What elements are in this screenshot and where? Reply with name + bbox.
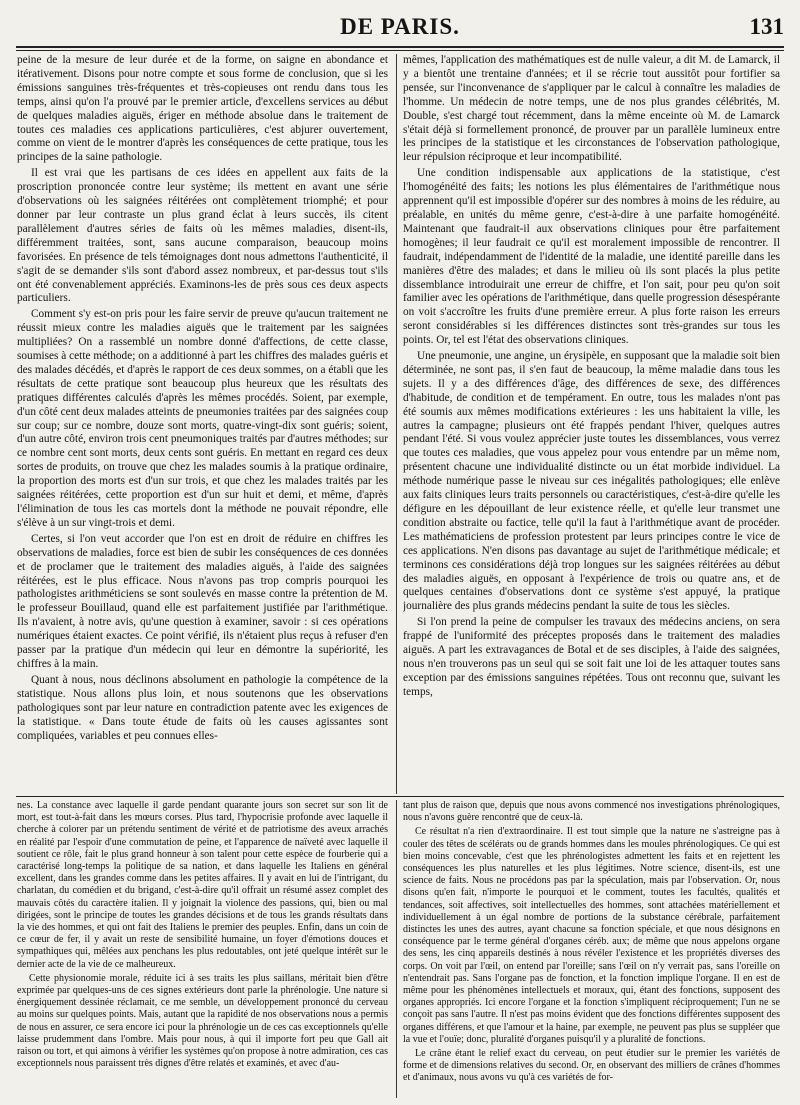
paragraph: Certes, si l'on veut accorder que l'on est en droit de réduire en chiffres les observations de maladies, force est bien de subir les conséquences de ces données et de proclamer que le traitement des maladies aiguës, à l'aide des saignées réitérées, est le plus efficace. Nous n'avons pas trop compris pourquoi les pathologistes arithméticiens se sont soulevés en masse contre la prétention de M. le professeur Bouillaud, quand elle est parfaitement justifiée par l'arithmétique. Ils n'avaient, à notre avis, qu'une question à examiner, savoir : si ces opérations numériques étaient exactes. Ce point vérifié, ils n'étaient plus reçus à refuser d'en passer par la pratique d'un médecin qui leur en démontre la supériorité, les chiffres à la main. (17, 532, 388, 670)
page-number: 131 (749, 14, 784, 39)
paragraph: nes. La constance avec laquelle il garde pendant quarante jours son secret sur son lit de mort, est tout-à-fait dans les mœurs corses. Plus tard, l'hypocrisie profonde avec laquelle il cherche à colorer par un prétendu sentiment de vérité et de patriotisme des aveux arrachés en réalité par l'espoir d'une commutation de peine, et l'apparence de naïveté avec laquelle il soutient ce rôle, fait le plus grand honneur à son talent pour cette espèce de fourberie qui a caractérisé long-temps la politique de sa nation, et dans laquelle les Italiens en général excellent, dans les grandes comme dans les petites affaires. Il y avait en lui de l'intrigant, du charlatan, du comédien et du brigand, c'est-à-dire qu'il offrait un résumé assez complet des mauvais côtés du caractère italien. Il y joignait la violence des passions, qui, bien ou mal dirigées, sont le principe de toutes les grandes décisions et de tous les grands résultats dans la vie des hommes, et qui ont fait des Italiens le premier des peuples. Enfin, dans un coin de ce cœur de fer, il y avait un reste de sensibilité humaine, un foyer d'émotions douces et sympathiques qui, mêlées aux penchans les plus redoutables, ont jeté quelque intérêt sur le dernier acte de la vie de ce malheureux. (17, 800, 388, 970)
paragraph: Quant à nous, nous déclinons absolument en pathologie la compétence de la statistique. Nous allons plus loin, et nous soutenons que les observations pathologiques sont par leur nature en contradiction patente avec les exigences de la statistique. « Dans toute étude de faits où les causes agissantes sont compliquées, variables et peu connues elles- (17, 673, 388, 742)
paragraph: peine de la mesure de leur durée et de la forme, on saigne en abondance et itérativement. Disons pour notre compte et sous forme de conclusion, que si les émissions sanguines très-fréquentes et très-copieuses ont rendu dans tous les temps, ainsi qu'on l'a prouvé par le premier article, d'excellens services au début de quelques maladies aiguës, ériger en méthode absolue dans le traitement de toutes ces maladies ces applications particulières, c'est abjurer ouvertement, comme on vient de le montrer d'après les conséquences de cette pratique, tous les principes de la saine pathologie. (17, 54, 388, 164)
feuilleton-column-right (403, 800, 780, 1100)
paragraph: Cette physionomie morale, réduite ici à ses traits les plus saillans, méritait bien d'être exprimée par quelques-uns de ces signes extérieurs dont parle la phrénologie. Une nature si énergiquement dessinée réclamait, ce me semble, un développement prononcé du cerveau au moins sur quelques points. Mais, autant que la rapidité de nos observations nous a permis de nous en assurer, ce sera encore ici pour la phrénologie un de ces cas exceptionnels qu'elle laisse prudemment dans l'ombre. Mais pour nous, à qui il importe fort peu que Gall ait raison ou tort, et qui aimons à vérifier les systèmes qu'on propose à notre admiration, ces cas exceptionnels nous paraissent très dignes d'être relatés et examinés, et avec d'au- (17, 972, 388, 1070)
article-column-left (17, 54, 388, 793)
paragraph: Il est vrai que les partisans de ces idées en appellent aux faits de la proscription prononcée contre leur système; ils mettent en avant une série d'observations où les saignées réitérées ont complètement triomphé; et pour donner par leur contraste un plus grand éclat à leurs succès, ils citent parallèlement d'autres séries de faits où les mêmes maladies, disent-ils, différemment traitées, sont, sans aucune comparaison, beaucoup moins favorisées. En présence de tels témoignages dont nous admettons l'authenticité, il s'agit de se demander s'ils sont d'abord assez nombreux, et par-dessus tout s'ils ont été convenablement appréciés. Examinons-les de près sous ces deux aspects particuliers. (17, 167, 388, 305)
column-divider (396, 54, 397, 794)
paragraph: mêmes, l'application des mathématiques est de nulle valeur, a dit M. de Lamarck, il y a bientôt une trentaine d'années; et il se récrie tout aussitôt pour fortifier sa pensée, sur l'inconvenance de s'appliquer par le calcul à connaître les maladies de l'homme. Un médecin de notre temps, une de nos plus grandes célébrités, M. Double, s'est chargé tout récemment, dans la même enceinte où M. de Lamarck s'était déjà si formellement prononcé, de prouver par un parallèle lumineux entre les principes de la statistique et les circonstances de l'observation pathologique, leur répulsion réciproque et leur incompatibilité. (403, 54, 780, 164)
paragraph: Une pneumonie, une angine, un érysipèle, en supposant que la maladie soit bien déterminée, ne sont pas, il s'en faut de beaucoup, la même maladie dans tous les sujets. Il y a des différences d'âge, des différences de sexe, des différences d'habitude, de condition et de tempérament. En outre, tous les malades n'ont pas été soumis aux mêmes modifications extérieures : les uns habitaient la ville, les autres la campagne; plusieurs ont été frappés pendant l'hiver, quelques autres pendant l'été. Si vous voulez apprécier juste toutes les dissemblances, vous verrez que toutes ces maladies, que vous appelez pour vous entendre par un même nom, présentent chacune une individualité distincte ou un état morbide individuel. La méthode numérique passe le niveau sur ces inégalités pathologiques; elle enlève aux faits cliniques leurs traits personnels ou caractéristiques, c'est-à-dire qu'elle les défigure en les dépouillant de leur existence réelle, et qu'elle leur transmet une condition abstraite ou factice, telle qu'il la faut à l'arithmétique avant de procéder. Les mathématiciens de profession protestent par leurs principes contre le vice de ces applications. N'en disons pas davantage au sujet de l'arithmétique médicale; et terminons ces considérations déjà trop longues sur les saignées réitérées au début des maladies aiguës, en opposant à l'expérience de trois ou quatre ans, et de quelques centaines d'observations dont ce système s'est appuyé, la pratique journalière des plus grands médecins pendant la suite de tous les siècles. (403, 350, 780, 613)
paragraph: Une condition indispensable aux applications de la statistique, c'est l'homogénéité des faits; les notions les plus élémentaires de l'arithmétique nous apprennent qu'il est impossible d'opérer sur des nombres à moins de les réduire, au préalable, en unités du même genre, c'est-à-dire à une parfaite homogénéité. Maintenant que faudrait-il aux observations cliniques pour être parfaitement homogènes; il leur faudrait ce qu'il est moralement impossible de rencontrer. Il faudrait, indépendamment de l'identité de la maladie, une identité pareille dans les manières d'être des malades; et dans le milieu où ils sont placés la plus petite dissemblance introduirait une erreur de chiffre, et l'on sait, pour peu qu'on soit familier avec les opérations de l'arithmétique, dans quelle progression désespérante on voit s'accroître les fruits d'une première erreur. A plus forte raison les erreurs seront considérables si les différences distinctes sont très-grandes sur tous les points. Or, tel est l'état des observations cliniques. (403, 167, 780, 347)
page-title: DE PARIS. (340, 14, 460, 39)
paragraph: Si l'on prend la peine de compulser les travaux des médecins anciens, on sera frappé de l'uniformité des préceptes proposés dans le traitement des maladies aiguës. A part les extravagances de Botal et de ses disciples, à l'aide des saignées, nous n'en trouverons pas un seul qui se soit fait une loi de les attaquer toutes sans exception par des émissions sanguines répétées. Tous ont reconnu que, suivant les temps, (403, 616, 780, 698)
paragraph: Le crâne étant le relief exact du cerveau, on peut étudier sur le premier les variétés de forme et de dimensions relatives du second. Or, en observant des milliers de crânes d'hommes et d'animaux, nous avons vu qu'à ces variétés de for- (403, 1048, 780, 1084)
paragraph: Ce résultat n'a rien d'extraordinaire. Il est tout simple que la nature ne s'astreigne pas à couler des têtes de scélérats ou de grands hommes dans les moules phrénologiques. Ce qui est bien moins concevable, c'est que les phrénologistes admettent les faits et en rejettent les conséquences les plus naturelles et les plus légitimes. Notre science, disent-ils, est une science de faits. Nous ne procédons pas par la spéculation, mais par l'observation. Or, nous disons qu'en fait, n'importe le pourquoi et le comment, toutes les facultés, qualités et tendances, soit affectives, soit intellectuelles des hommes, sont attachées matériellement et individuellement à un égal nombre de portions de la substance cérébrale, parfaitement distinctes les unes des autres, ayant chacune sa fonction spéciale, et que nous désignons en conséquence par le terme général d'organes céréb. aux; de même que nous appelons organe des sens, les cinq appareils destinés à nous révéler l'existence et les propriétés diverses des corps. On voit par l'œil, on entend par l'oreille; sans l'œil on n'y verrait pas, sans l'oreille on n'entendrait pas. Sans l'organe pas de fonction, et la fonction implique l'organe. Il en est de même pour les phénomènes intellectuels et moraux, qui, étant des fonctions, supposent des organes appropriés. Ici encore l'organe et la fonction s'impliquent réciproquement; l'un ne se conçoit pas sans l'autre. Il n'est pas moins évident que des fonctions différentes supposent des organes différens, et que l'amour et la haine, par exemple, ne peuvent pas plus se suppléer que la vue et l'ouïe; donc, pluralité d'organes puisqu'il y a pluralité de fonctions. (403, 826, 780, 1045)
paragraph: tant plus de raison que, depuis que nous avons commencé nos investigations phrénologiques, nous n'avons guère rencontré que de ceux-là. (403, 800, 780, 824)
article-column-right (403, 54, 780, 793)
feuilleton-rule (16, 796, 784, 797)
feuilleton-divider (396, 800, 397, 1098)
feuilleton-column-left (17, 800, 388, 1100)
header-rule-thin (16, 50, 784, 51)
paragraph: Comment s'y est-on pris pour les faire servir de preuve qu'aucun traitement ne réussit mieux contre les maladies aiguës que le traitement par les saignées multipliées? On a rassemblé un nombre donné d'affections, de cette classe, soumises à cette méthode; on a additionné à part les chiffres des malades guéris et des malades décédés, et d'après le rapport de ces deux sommes, on a établi que les résultats de cette pratique sont beaucoup plus heureux que les résultats des pratiques différentes calculés d'après les mêmes procédés. Soient, par exemple, d'un côté cent deux malades atteints de pneumonies traitées par des saignées coup sur coup; sur ce nombre, douze sont morts, quatre-vingt-dix sont guéris; soient, d'un autre côté, environ trois cent pneumoniques traités par d'autres méthodes; sur ce nombre cent sont morts, deux cents sont guéris. En mettant en regard ces deux sortes de produits, on trouve que chez les malades soumis à la pratique ordinaire, la proportion des morts est d'un sur trois, et que chez les malades traités par les saignées réitérées, cette proportion est d'un sur huit et demi, et même, d'après l'élimination de tous les cas mortels dont la méthode ne pouvait répondre, elle s'élève à un sur vingt-trois et demi. (17, 308, 388, 529)
header-rule (16, 46, 784, 48)
